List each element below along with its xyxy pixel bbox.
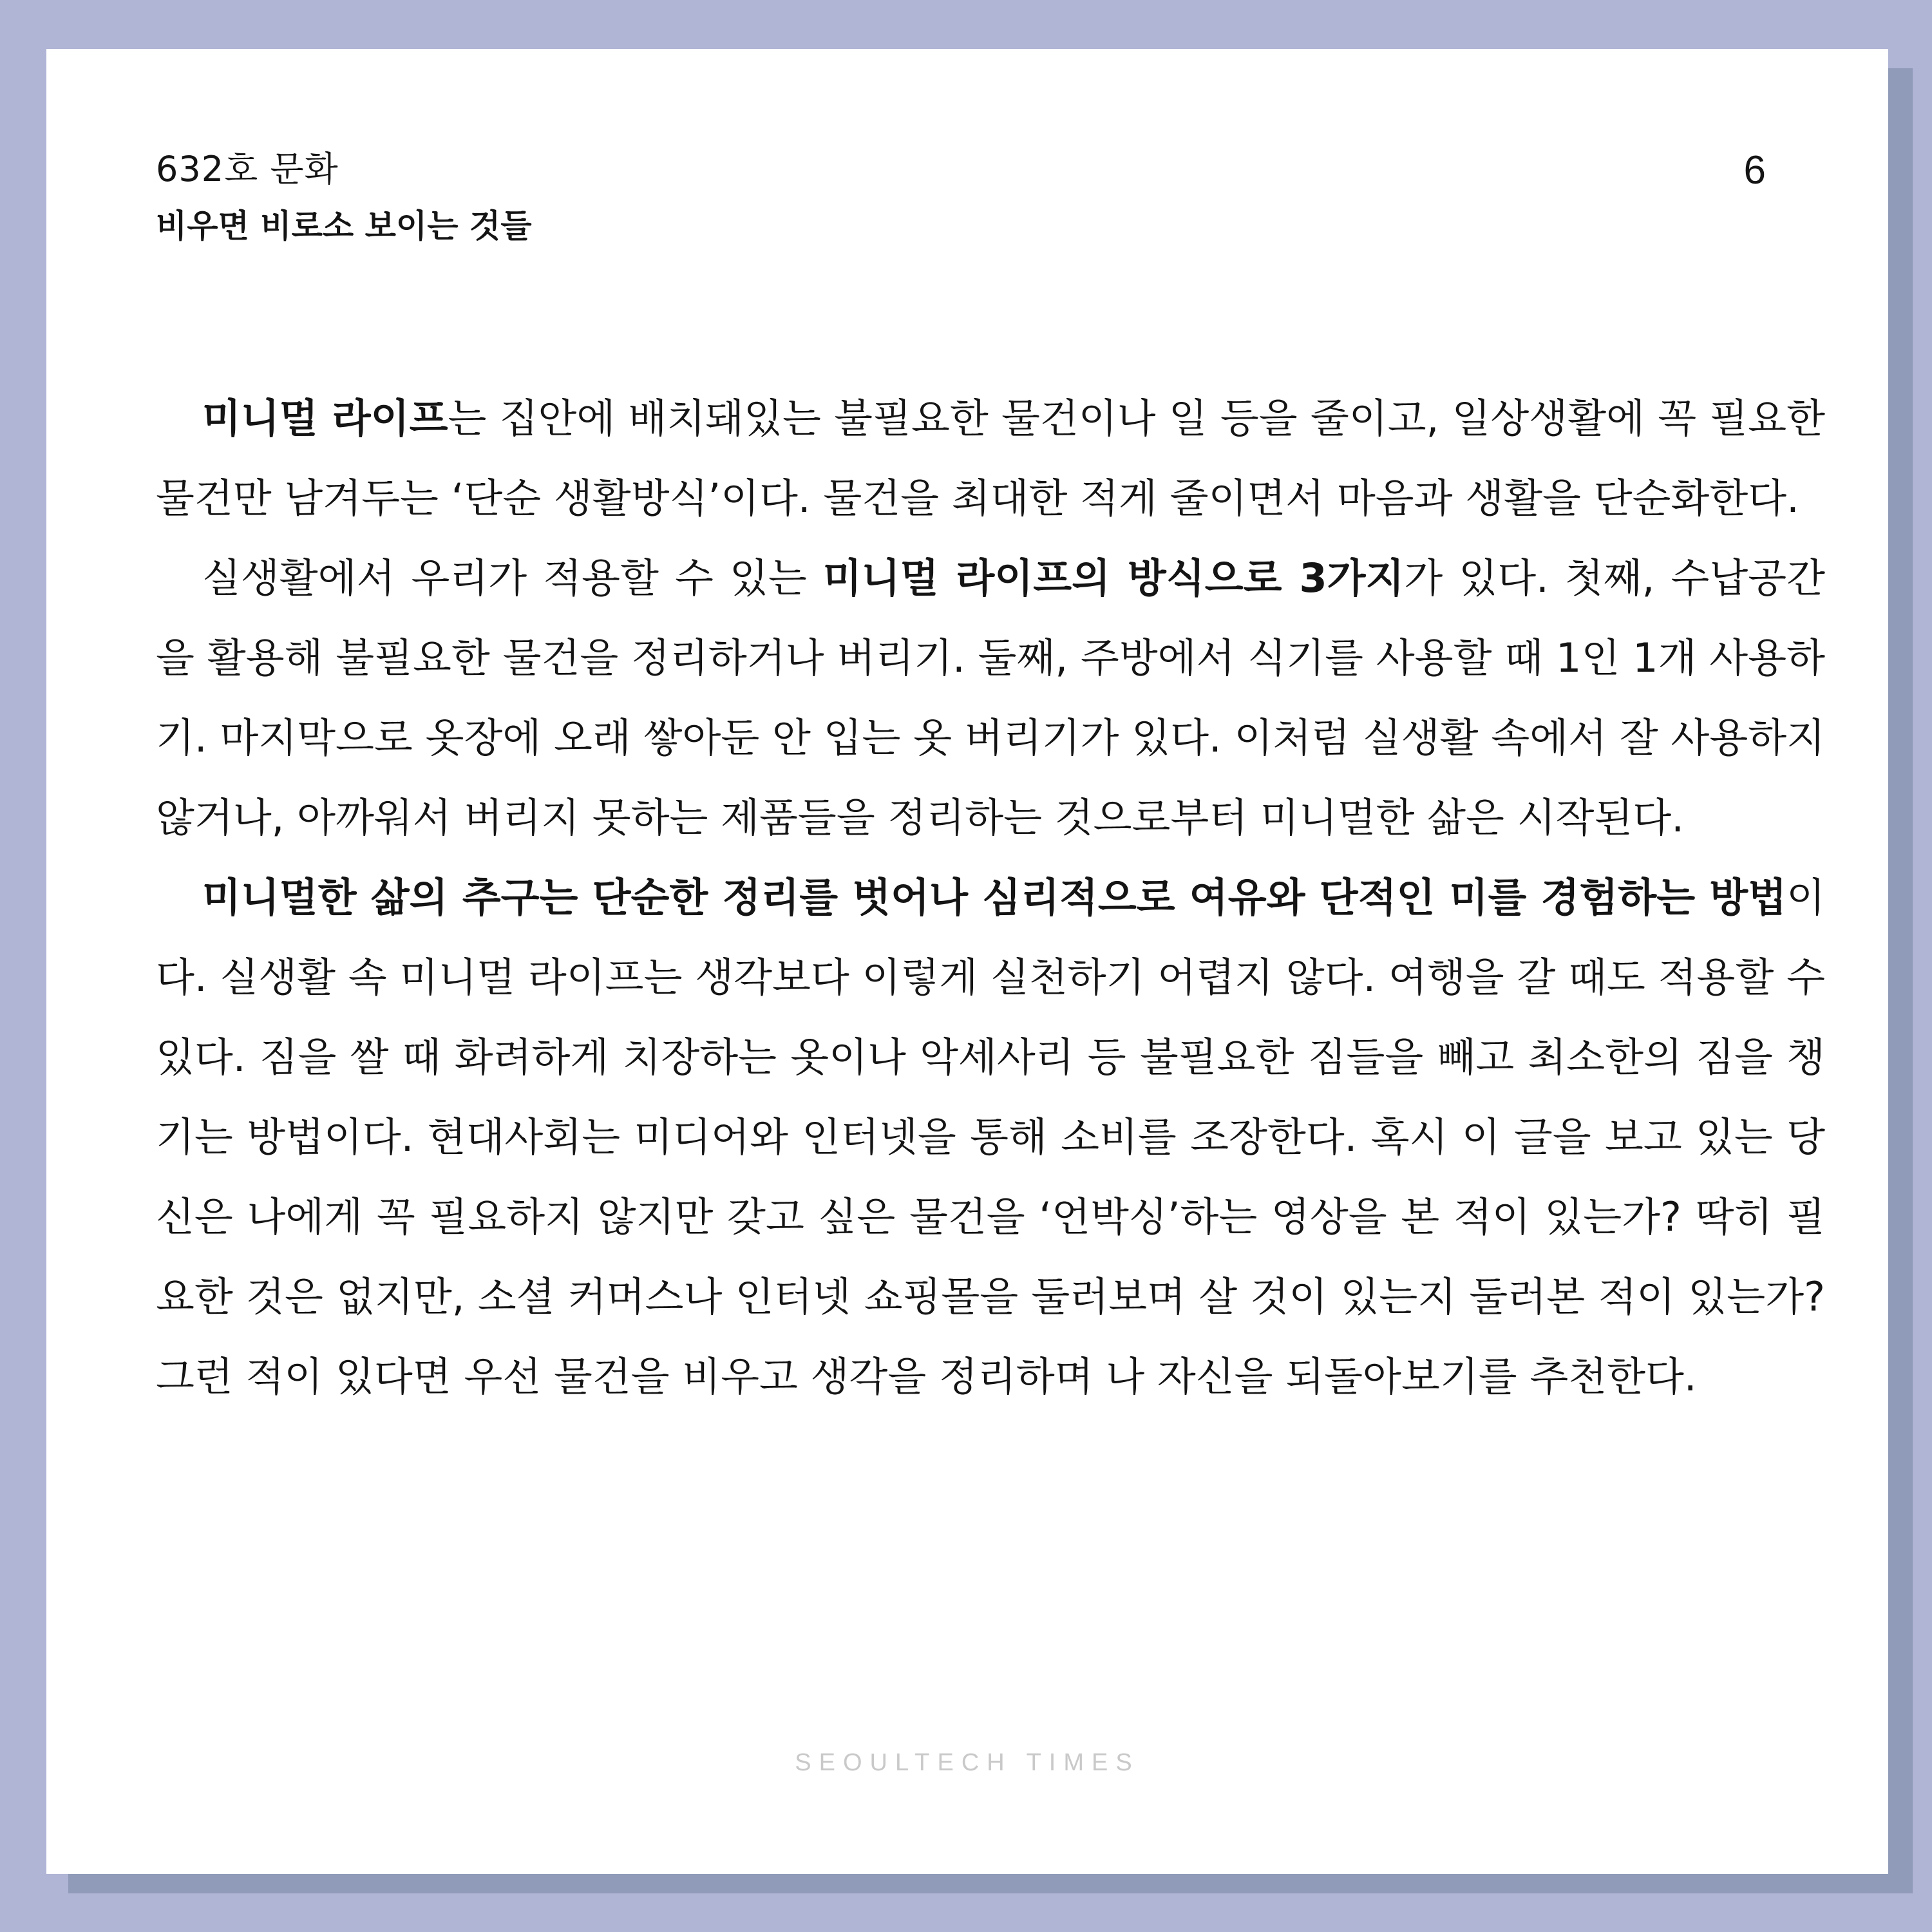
paragraph-text: 는 집안에 배치돼있는 불필요한 물건이나 일 등을 줄이고, 일상생활에 꼭 필요한 물건만 남겨두는 ‘단순 생활방식’이다. 물건을 최대한 적게 줄이면서 마음과 생활을 단순화한다. [156,395,1826,522]
bold-phrase: 미니멀한 삶의 추구는 단순한 정리를 벗어나 심리적으로 여유와 단적인 미를 경험하는 방법 [202,874,1787,921]
bold-phrase: 미니멀 라이프 [202,395,448,442]
document-page [46,49,1888,1874]
paragraph-3 [156,858,1825,1417]
publication-footer: SEOULTECH TIMES [795,1749,1140,1776]
paragraph-2 [156,538,1825,858]
paragraph-text: 실생활에서 우리가 적용할 수 있는 [202,554,823,601]
paragraph-text: 이다. 실생활 속 미니멀 라이프는 생각보다 이렇게 실천하기 어렵지 않다. 여행을 갈 때도 적용할 수 있다. 짐을 쌀 때 화려하게 치장하는 옷이나 악세사리 등 불필요한 짐들을 빼고 최소한의 짐을 챙기는 방법이다. 현대사회는 미디어와 인터넷을 통해 소비를 조장한다. 혹시 이 글을 보고 있는 당신은 나에게 꼭 필요하지 않지만 갖고 싶은 물건을 ‘언박싱’하는 영상을 본 적이 있는가? 딱히 필요한 것은 없지만, 소셜 커머스나 인터넷 쇼핑몰을 둘러보며 살 것이 있는지 둘러본 적이 있는가? 그런 적이 있다면 우선 물건을 비우고 생각을 정리하며 나 자신을 되돌아보기를 추천한다. [156,874,1825,1400]
paragraph-1 [156,379,1825,538]
issue-section-label: 632호 문화 [156,149,339,189]
paragraph-text: 가 있다. 첫째, 수납공간을 활용해 불필요한 물건을 정리하거나 버리기. 둘째, 주방에서 식기를 사용할 때 1인 1개 사용하기. 마지막으로 옷장에 오래 쌓아둔 안 입는 옷 버리기가 있다. 이처럼 실생활 속에서 잘 사용하지 않거나, 아까워서 버리지 못하는 제품들을 정리하는 것으로부터 미니멀한 삶은 시작된다. [156,554,1826,841]
article-body [156,379,1825,1417]
article-title: 비우면 비로소 보이는 것들 [156,207,532,245]
bold-phrase: 미니멀 라이프의 방식으로 3가지 [822,554,1405,601]
page-number: 6 [1743,148,1766,193]
